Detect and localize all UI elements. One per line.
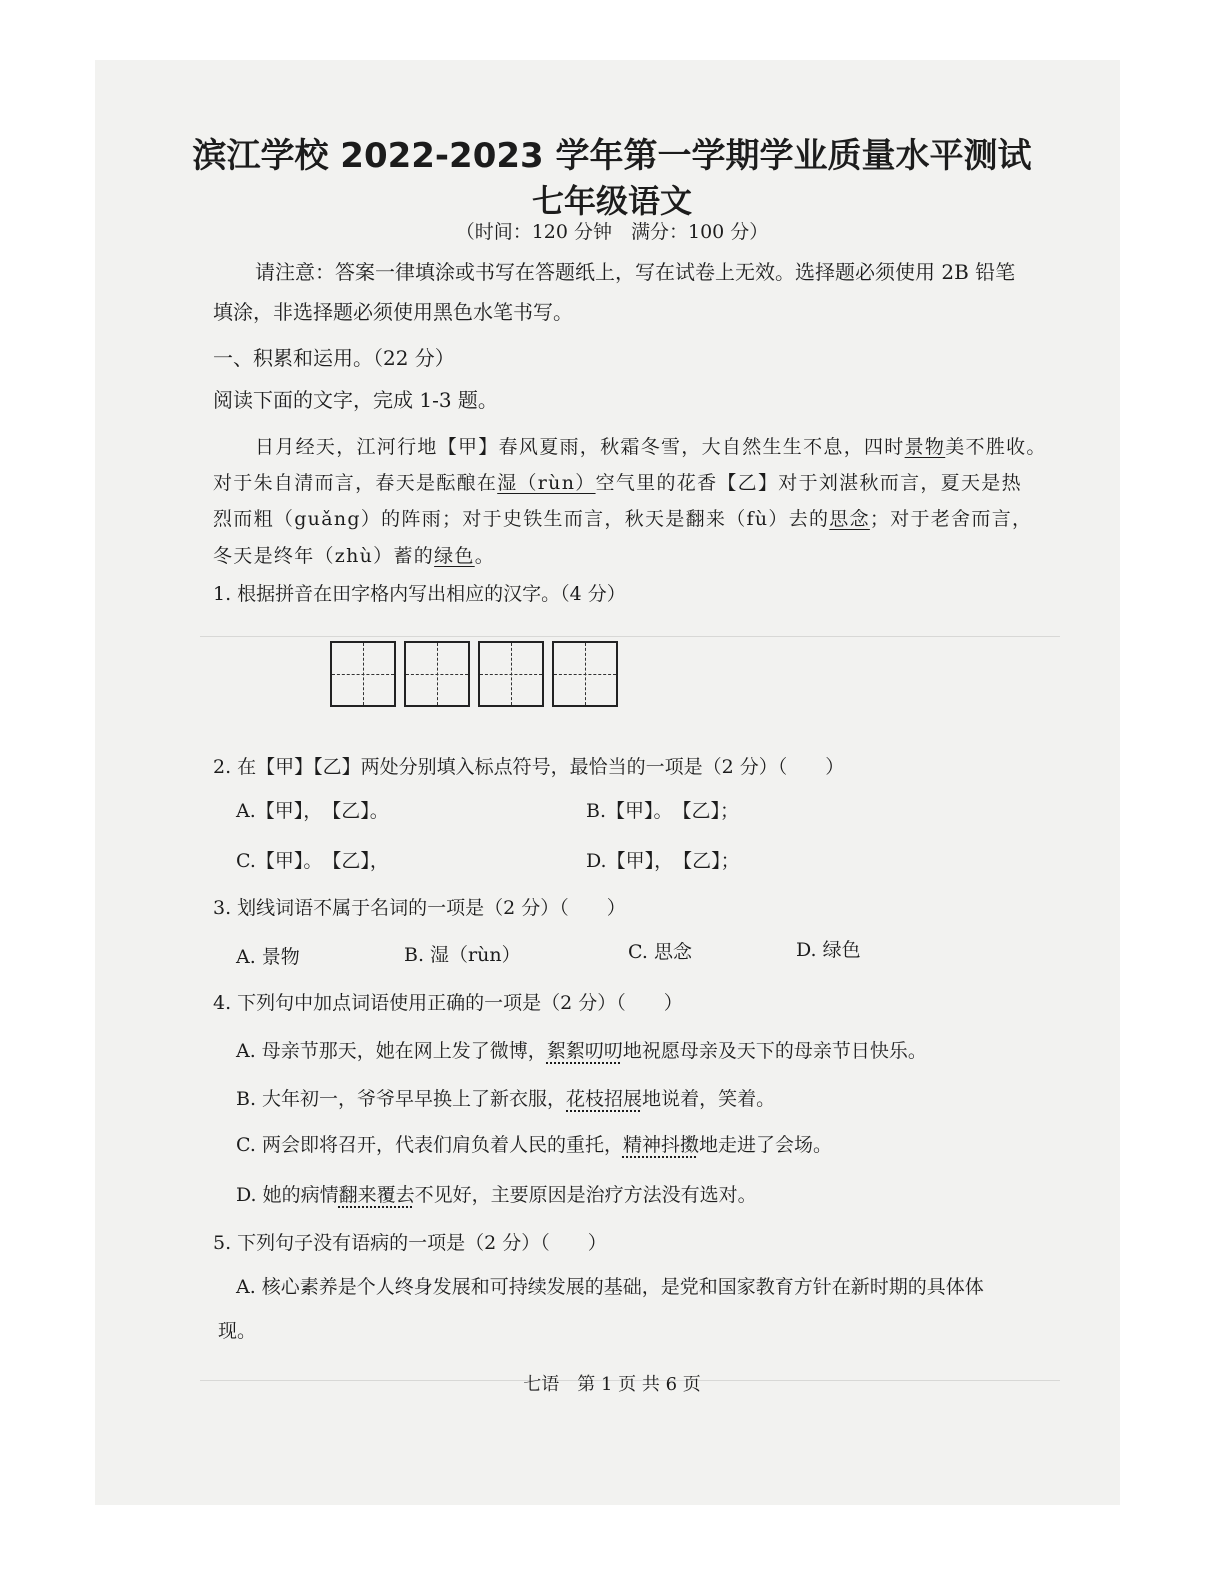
q4-option-d[interactable] xyxy=(236,1180,757,1207)
q5-option-a-line-2[interactable]: 现。 xyxy=(218,1320,257,1342)
dotted-phrase: 翻来覆去 xyxy=(338,1184,415,1206)
passage-line-3 xyxy=(213,504,1032,531)
q4-option-b[interactable] xyxy=(236,1084,775,1111)
tianzige-box-4[interactable] xyxy=(552,641,618,707)
q2-option-a[interactable]: A.【甲】， 【乙】。 xyxy=(236,800,389,822)
question-2: 2. 在【甲】【乙】两处分别填入标点符号，最恰当的一项是（2 分）（ ） xyxy=(213,756,845,778)
question-3: 3. 划线词语不属于名词的一项是（2 分）（ ） xyxy=(213,897,626,919)
q3-option-d[interactable]: D. 绿色 xyxy=(796,939,861,961)
question-4: 4. 下列句中加点词语使用正确的一项是（2 分）（ ） xyxy=(213,992,683,1014)
bleed-line xyxy=(200,636,1060,637)
underlined-word: 景物 xyxy=(904,436,946,458)
underlined-word: 思念 xyxy=(829,508,870,530)
option-text: 地走进了会场。 xyxy=(698,1134,832,1156)
q3-option-b[interactable]: B. 湿（rùn） xyxy=(404,944,521,966)
q2-option-d[interactable]: D.【甲】， 【乙】； xyxy=(586,850,740,872)
passage-line-4 xyxy=(213,541,495,568)
q2-option-b[interactable]: B.【甲】。 【乙】； xyxy=(586,800,740,822)
underlined-word: 绿色 xyxy=(434,545,475,567)
passage-text: 对于朱自清而言，春天是酝酿在 xyxy=(213,472,498,494)
option-text: C. 两会即将召开，代表们肩负着人民的重托， xyxy=(236,1134,623,1156)
q3-option-a[interactable]: A. 景物 xyxy=(236,946,300,968)
passage-line-1 xyxy=(255,432,1047,459)
option-text: 地祝愿母亲及天下的母亲节日快乐。 xyxy=(622,1040,927,1062)
q5-option-a-line-1[interactable]: A. 核心素养是个人终身发展和可持续发展的基础，是党和国家教育方针在新时期的具体体 xyxy=(236,1276,984,1298)
option-text: 地说着，笑着。 xyxy=(642,1088,776,1110)
option-text: A. 母亲节那天，她在网上发了微博， xyxy=(236,1040,547,1062)
passage-text: 美不胜收。 xyxy=(945,436,1047,458)
notice-line-1: 请注意：答案一律填涂或书写在答题纸上，写在试卷上无效。选择题必须使用 2B 铅笔 xyxy=(255,260,1016,284)
option-text: 不见好，主要原因是治疗方法没有选对。 xyxy=(414,1184,757,1206)
option-text: D. 她的病情 xyxy=(236,1184,339,1206)
q4-option-c[interactable] xyxy=(236,1130,832,1157)
notice-line-2: 填涂，非选择题必须使用黑色水笔书写。 xyxy=(213,300,573,324)
dotted-phrase: 絮絮叨叨 xyxy=(546,1040,623,1062)
page-footer: 七语 第 1 页 共 6 页 xyxy=(523,1374,701,1395)
passage-text: 冬天是终年（zhù）蓄的 xyxy=(213,545,435,567)
dotted-phrase: 精神抖擞 xyxy=(622,1134,699,1156)
q4-option-a[interactable] xyxy=(236,1036,927,1063)
underlined-word: 湿（rùn） xyxy=(497,472,596,494)
tianzige-grid xyxy=(330,641,618,707)
passage-line-2 xyxy=(213,468,1022,495)
tianzige-box-3[interactable] xyxy=(478,641,544,707)
tianzige-box-1[interactable] xyxy=(330,641,396,707)
exam-title: 滨江学校 2022-2023 学年第一学期学业质量水平测试 xyxy=(192,136,1032,176)
tianzige-box-2[interactable] xyxy=(404,641,470,707)
passage-text: 日月经天，江河行地【甲】春风夏雨，秋霜冬雪，大自然生生不息，四时 xyxy=(255,436,905,458)
exam-meta: （时间：120 分钟 满分：100 分） xyxy=(455,221,769,243)
passage-text: ；对于老舍而言， xyxy=(869,508,1033,530)
dotted-phrase: 花枝招展 xyxy=(566,1088,643,1110)
section-instruction: 阅读下面的文字，完成 1-3 题。 xyxy=(213,388,498,412)
option-text: B. 大年初一，爷爷早早换上了新衣服， xyxy=(236,1088,567,1110)
passage-text: 。 xyxy=(474,545,496,567)
passage-text: 空气里的花香【乙】对于刘湛秋而言，夏天是热 xyxy=(595,472,1022,494)
question-1: 1. 根据拼音在田字格内写出相应的汉字。（4 分） xyxy=(213,583,626,605)
passage-text: 烈而粗（guǎng）的阵雨；对于史铁生而言，秋天是翻来（fù）去的 xyxy=(213,508,830,530)
q3-option-c[interactable]: C. 思念 xyxy=(628,941,692,963)
q2-option-c[interactable]: C.【甲】。 【乙】， xyxy=(236,850,389,872)
exam-subtitle: 七年级语文 xyxy=(531,182,692,220)
section-heading: 一、积累和运用。（22 分） xyxy=(213,346,455,370)
question-5: 5. 下列句子没有语病的一项是（2 分）（ ） xyxy=(213,1232,607,1254)
